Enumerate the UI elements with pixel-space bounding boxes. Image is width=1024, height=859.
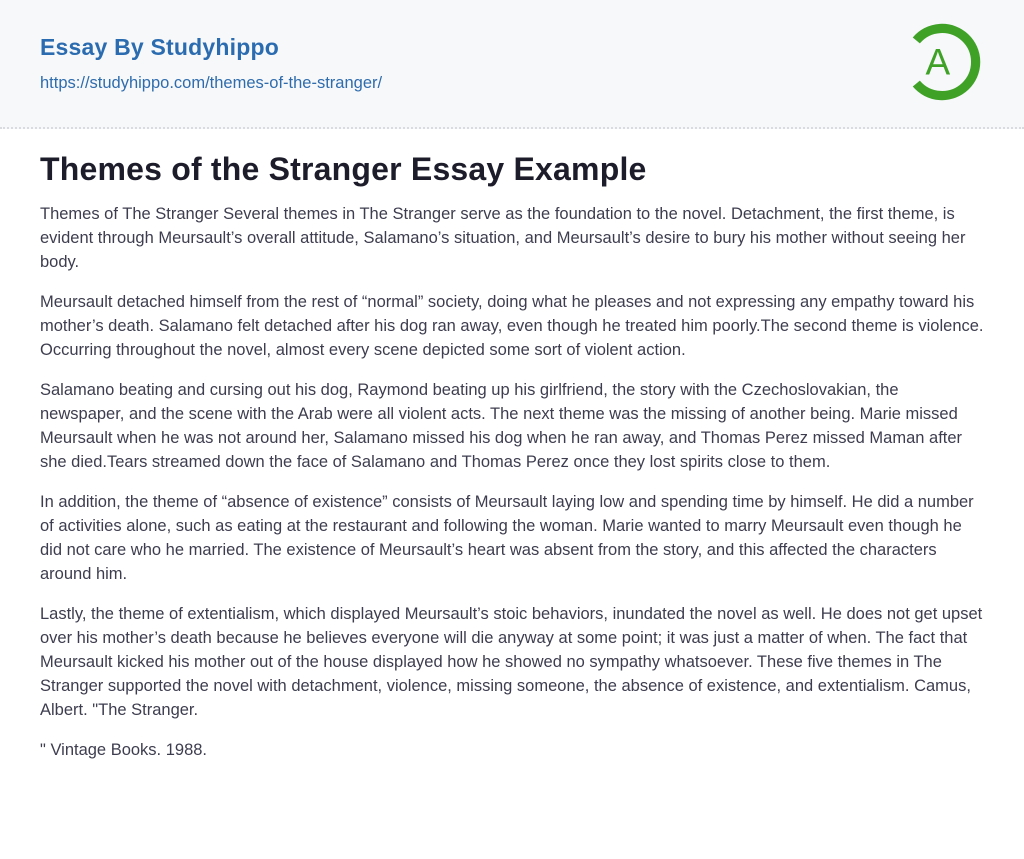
essay-paragraph: Meursault detached himself from the rest of “normal” society, doing what he pleases and not expressing any empathy toward his mother’s death. Salamano felt detached after his dog ran away, even though he treated him poorly.The second theme is violence. Occurring throughout the novel, almost every scene depicted some sort of violent action. xyxy=(40,293,984,359)
essay-byline: Essay By Studyhippo xyxy=(40,34,279,60)
essay-paragraph: Lastly, the theme of extentialism, which displayed Meursault’s stoic behaviors, inundated the novel as well. He does not get upset over his mother’s death because he believes everyone will die anyway at some point; it was just a matter of when. The fact that Meursault kicked his mother out of the house displayed how he showed no sympathy whatsoever. These five themes in The Stranger supported the novel with detachment, violence, missing someone, the absence of existence, and extentialism. Camus, Albert. "The Stranger. xyxy=(40,605,983,719)
logo-letter: A xyxy=(925,41,951,83)
essay-paragraph: " Vintage Books. 1988. xyxy=(40,741,208,759)
essay-paragraph: In addition, the theme of “absence of existence” consists of Meursault laying low and spending time by himself. He did a number of activities alone, such as eating at the restaurant and following the woman. Marie wanted to marry Meursault even though he did not care who he married. The existence of Meursault’s heart was absent from the story, and this affected the characters around him. xyxy=(40,493,974,583)
site-header xyxy=(0,0,1024,129)
header-text-block xyxy=(40,34,382,93)
studyhippo-logo-icon xyxy=(900,20,984,104)
essay-paragraph: Themes of The Stranger Several themes in The Stranger serve as the foundation to the novel. Detachment, the first theme, is evident through Meursault’s overall attitude, Salamano’s situation, and Meursault’s desire to bury his mother without seeing her body. xyxy=(40,205,966,271)
source-url-link[interactable]: https://studyhippo.com/themes-of-the-stranger/ xyxy=(40,74,383,92)
page-title: Themes of the Stranger Essay Example xyxy=(40,151,647,187)
essay-paragraph: Salamano beating and cursing out his dog, Raymond beating up his girlfriend, the story with the Czechoslovakian, the newspaper, and the scene with the Arab were all violent acts. The next theme was the missing of another being. Marie missed Meursault when he was not around her, Salamano missed his dog when he ran away, and Thomas Perez missed Maman after she died.Tears streamed down the face of Salamano and Thomas Perez once they lost spirits close to them. xyxy=(40,381,963,471)
essay-article xyxy=(0,129,1024,762)
